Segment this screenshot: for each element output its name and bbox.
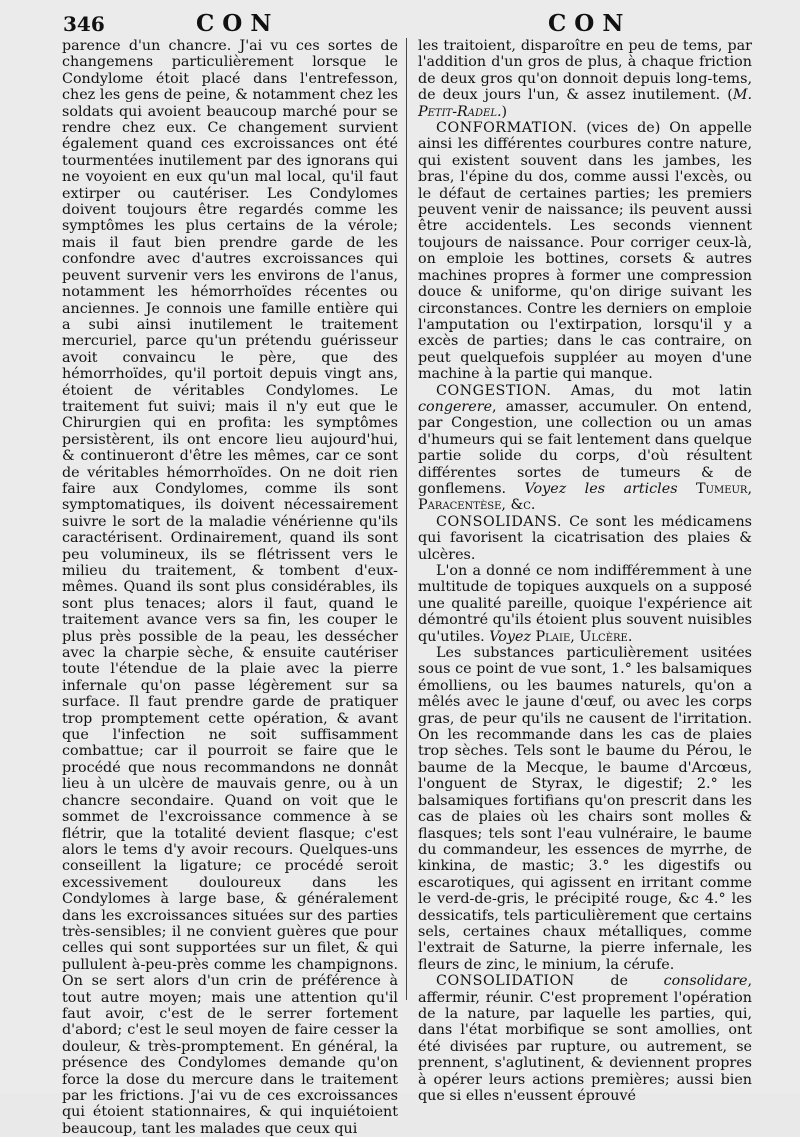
paragraph-continued <box>418 38 752 120</box>
headword-left: CON <box>196 10 280 37</box>
headword-right: CON <box>548 10 632 37</box>
cross-refs: Tumeur, Paracentèse, &c. <box>418 480 752 514</box>
entry-consolidation <box>418 973 752 1104</box>
paragraph <box>418 563 752 645</box>
cross-ref-label: Voyez les articles <box>524 480 678 497</box>
entry-heading: CONSOLIDATION <box>436 973 575 990</box>
entry-text: de <box>574 973 664 990</box>
continuation-text: les traitoient, disparoître en peu de tems, par l'addition d'un gros de plus, à chaque friction de deux gros qu'on donnoit depuis long-tems, de deux jours l'un, & assez inutilement. ( <box>418 38 752 104</box>
paragraph: parence d'un chancre. J'ai vu ces sortes de changemens particulièrement lorsque le Condylome étoit placé dans l'entrefesson, chez les gens de peine, & notamment chez les soldats qui avoient beaucoup marché pour se rendre chez eux. Ce changement survient également quand ces excroissances ont été tourmentées inutilement par des ignorans qui ne voyoient en eux qu'un mal local, qu'il faut extirper ou cautériser. Les Condylomes doivent toujours être regardés comme les symptômes les plus certains de la vérole; mais il faut bien prendre garde de les confondre avec d'autres excroissances qui peuvent survenir vers les environs de l'anus, notamment les hémorrhoïdes récentes ou anciennes. Je connois une famille entière qui a subi ainsi inutilement le traitement mercuriel, parce qu'un prétendu guérisseur avoit convaincu le père, que des hémorrhoïdes, qu'il portoit depuis vingt ans, étoient de véritables Condylomes. Le traitement fut suivi; mais il n'y eut que le Chirurgien qui en profita: les symptômes persistèrent, ils ont encore lieu aujourd'hui, & continueront d'être les mêmes, car ce sont de véritables hémorrhoïdes. On ne doit rien faire aux Condylomes, comme ils sont symptomatiques, ils doivent nécessairement suivre le sort de la maladie vénérienne qu'ils caractérisent. Ordinairement, quand ils sont peu volumineux, ils se flétrissent vers le milieu du traitement, & tombent d'eux-mêmes. Quand ils sont plus considérables, ils sont plus tenaces; alors il faut, quand le traitement avance vers sa fin, les couper le plus près possible de la peau, les dessécher avec la charpie sèche, & ensuite cautériser toute l'étendue de la plaie avec la pierre infernale qu'on passe légèrement sur sa surface. Il faut prendre garde de pratiquer trop promptement cette opération, & avant que l'infection ne soit suffisamment combattue; car il pourroit se faire que le procédé que nous recommandons ne donnât lieu à un ulcère de mauvais genre, ou à un chancre secondaire. Quand on voit que le sommet de l'excroissance commence à se flétrir, que la totalité devient flasque; c'est alors le tems d'y avoir recours. Quelques-uns conseillent la ligature; ce procédé seroit excessivement douloureux dans les Condylomes à large base, & généralement dans les excroissances situées sur des parties très-sensibles; il ne convient guères que pour celles qui sont supportées sur un filet, & qui pullulent à-peu-près comme les champignons. On se sert alors d'un crin de préférence à tout autre moyen; mais une attention qu'il faut avoir, c'est de le serrer fortement d'abord; c'est le seul moyen de faire cesser la douleur, & très-promptement. En général, la présence des Condylomes demande qu'on force la dose du mercure dans le traitement par les frictions. J'ai vu de ces excroissances qui étoient stationnaires, & qui inquiétoient beaucoup, tant les malades que ceux qui <box>62 38 398 1137</box>
cross-ref-label: Voyez <box>489 628 531 645</box>
entry-text: , amasser, accumuler. On entend, par Congestion, une collection ou un amas d'humeurs qui se fait lentement dans quelque partie solide du corps, d'où résultent différentes sortes de tumeurs & de gonflemens. <box>418 398 752 497</box>
column-divider <box>406 38 407 1000</box>
entry-consolidans <box>418 514 752 563</box>
entry-conformation <box>418 120 752 383</box>
entry-text: , affermir, réunir. C'est proprement l'opération de la nature, par laquelle les parties, qui, dans l'état morbifique se sont amollies, ont été divisées par rupture, ou autrement, se prennent, s'aglutinent, & deviennent propres à opérer leurs actions premières; aussi bien que si elles n'eussent éprouvé <box>418 973 752 1104</box>
latin-term: congerere <box>418 398 493 415</box>
entry-heading: CONSOLIDANS. <box>436 513 562 530</box>
entry-congestion <box>418 383 752 514</box>
entry-text: L'on a donné ce nom indifféremment à une multitude de topiques auxquels on a supposé une qualité pareille, quoique l'expérience ait démontré qu'ils étoient plus souvent nuisibles qu'utiles. <box>418 563 752 645</box>
entry-heading: CONGESTION. <box>436 382 552 399</box>
paragraph: Les substances particulièrement usitées sous ce point de vue sont, 1.° les balsamiques émolliens, ou les baumes naturels, qu'on a mêlés avec le jaune d'œuf, ou avec les corps gras, de peur qu'ils ne causent de l'irritation. On les recommande dans les cas de plaies trop sèches. Tels sont le baume du Pérou, le baume de la Mecque, le baume d'Arcœus, l'onguent de Styrax, le digestif; 2.° les balsamiques fortifians qu'on prescrit dans les cas de plaies où les chairs sont molles & flasques; tels sont l'eau vulnéraire, le baume du commandeur, les essences de myrrhe, de kinkina, de mastic; 3.° les digestifs ou escarotiques, qui agissent en irritant comme le verd-de-gris, le précipité rouge, &c 4.° les dessicatifs, tels particulièrement que certains sels, certaines chaux métalliques, comme l'extrait de Saturne, la pierre infernale, les fleurs de zinc, le minium, la cérufe. <box>418 645 752 973</box>
page-number: 346 <box>63 12 105 36</box>
entry-text: (vices de) On appelle ainsi les différentes courbures contre nature, qui existent souvent dans les jambes, les bras, l'épine du dos, comme aussi l'excès, ou le défaut de certaines parties; les premiers peuvent venir de naissance; ils peuvent aussi être accidentels. Les seconds viennent toujours de naissance. Pour corriger ceux-là, on emploie les bottines, corsets & autres machines propres à former une compression douce & uniforme, qu'on dirige suivant les circonstances. Contre les derniers on emploie l'amputation ou l'extirpation, lorsqu'il y a excès de parties; dans le cas contraire, on peut quelquefois suppléer au moyen d'une machine à la partie qui manque. <box>418 120 752 383</box>
right-column <box>418 38 752 1104</box>
left-column <box>62 38 398 1137</box>
entry-text: Ce sont les médicamens qui favorisent la cicatrisation des plaies & ulcères. <box>418 513 752 563</box>
running-header <box>60 8 790 38</box>
closing-paren: ) <box>501 103 508 120</box>
cross-refs: Plaie, Ulcère. <box>530 628 633 645</box>
entry-heading: CONFORMATION. <box>436 120 578 137</box>
latin-term: consolidare <box>663 973 748 990</box>
author-signature: M. Petit-Radel. <box>418 87 752 120</box>
entry-text: Amas, du mot latin <box>551 382 752 399</box>
